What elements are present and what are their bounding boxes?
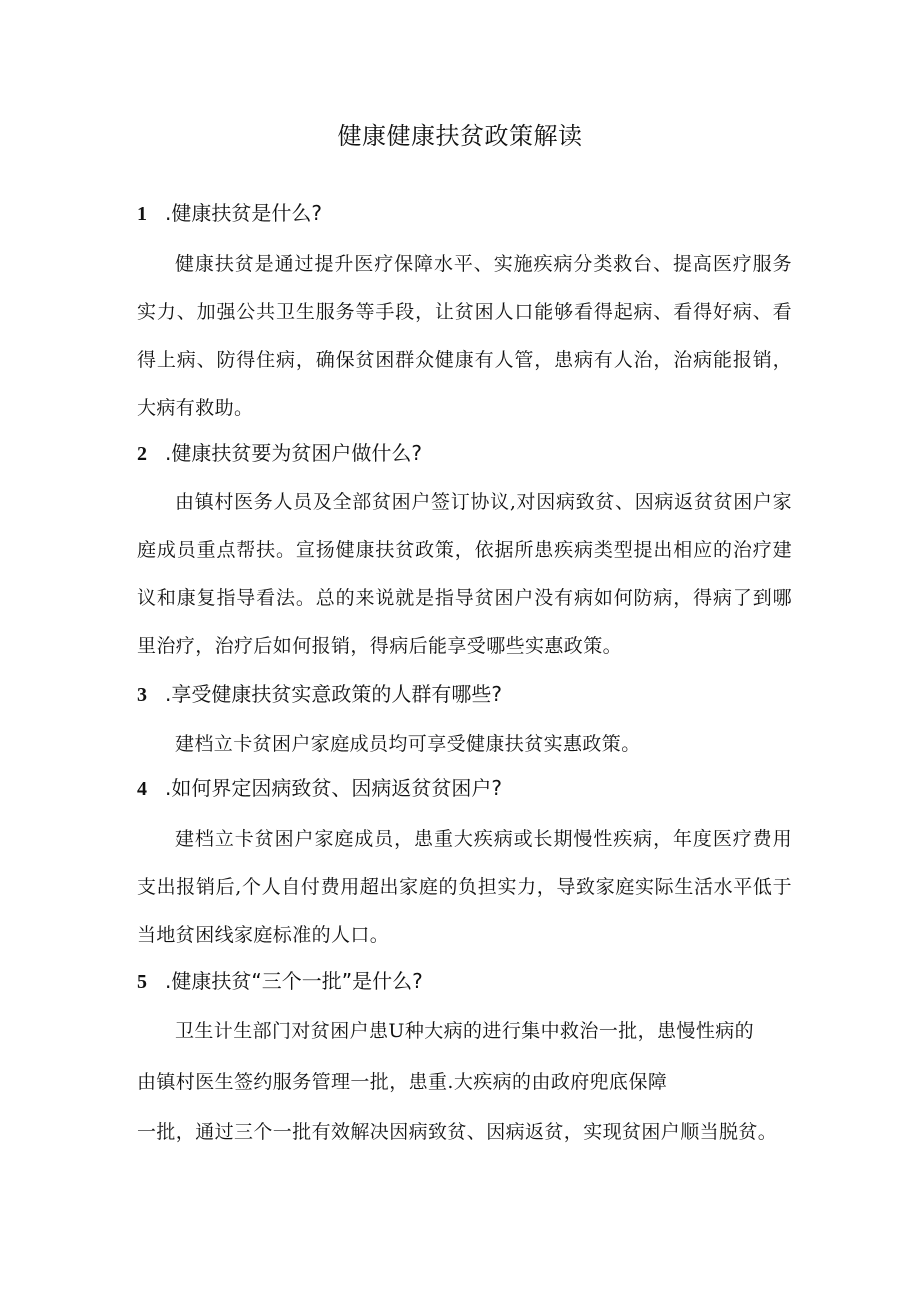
section-2-body: 由镇村医务人员及全部贫困户签订协议,对因病致贫、因病返贫贫困户家庭成员重点帮扶。宣扬健康扶贫政策，依据所患疾病类型提出相应的治疗建议和康复指导看法。总的来说就是指导贫困户没有病如何防病，得病了到哪里治疗，治疗后如何报销，得病后能享受哪些实惠政策。 <box>137 491 792 657</box>
section-heading-text: .享受健康扶贫实意政策的人群有哪些? <box>165 682 502 706</box>
section-heading-text: .健康扶贫是什么? <box>165 201 322 225</box>
section-5-line-3: 一批，通过三个一批有效解决因病致贫、因病返贫，实现贫困户顺当脱贫。 <box>137 1121 778 1143</box>
document-title: 健康健康扶贫政策解读 <box>337 122 583 150</box>
section-3-body: 建档立卡贫困户家庭成员均可享受健康扶贫实惠政策。 <box>175 733 641 755</box>
section-heading-text: .健康扶贫要为贫困户做什么? <box>165 441 422 465</box>
section-4-body: 建档立卡贫困户家庭成员，患重大疾病或长期慢性疾病，年度医疗费用支出报销后,个人自付费用超出家庭的负担实力，导致家庭实际生活水平低于当地贫困线家庭标准的人口。 <box>137 828 792 946</box>
section-4-heading <box>137 773 502 804</box>
section-5-line-2: 由镇村医生签约服务管理一批，患重.大疾病的由政府兜底保障 <box>137 1071 668 1093</box>
section-number: 4 <box>137 778 147 800</box>
section-number: 5 <box>137 971 147 993</box>
section-2-heading <box>137 438 422 469</box>
section-number: 3 <box>137 684 147 706</box>
section-5-heading <box>137 966 423 997</box>
section-5-line-1: 卫生计生部门对贫困户患U种大病的进行集中救治一批，患慢性病的 <box>175 1020 755 1042</box>
section-heading-text: .如何界定因病致贫、因病返贫贫困户? <box>165 776 502 800</box>
section-1-heading <box>137 198 322 229</box>
section-number: 2 <box>137 443 147 465</box>
section-3-heading <box>137 679 502 710</box>
section-number: 1 <box>137 203 147 225</box>
section-1-body: 健康扶贫是通过提升医疗保障水平、实施疾病分类救台、提高医疗服务实力、加强公共卫生服务等手段，让贫困人口能够看得起病、看得好病、看得上病、防得住病，确保贫困群众健康有人管，患病有人治，治病能报销，大病有救助。 <box>137 253 792 419</box>
section-heading-text: .健康扶贫“三个一批”是什么? <box>165 969 423 993</box>
